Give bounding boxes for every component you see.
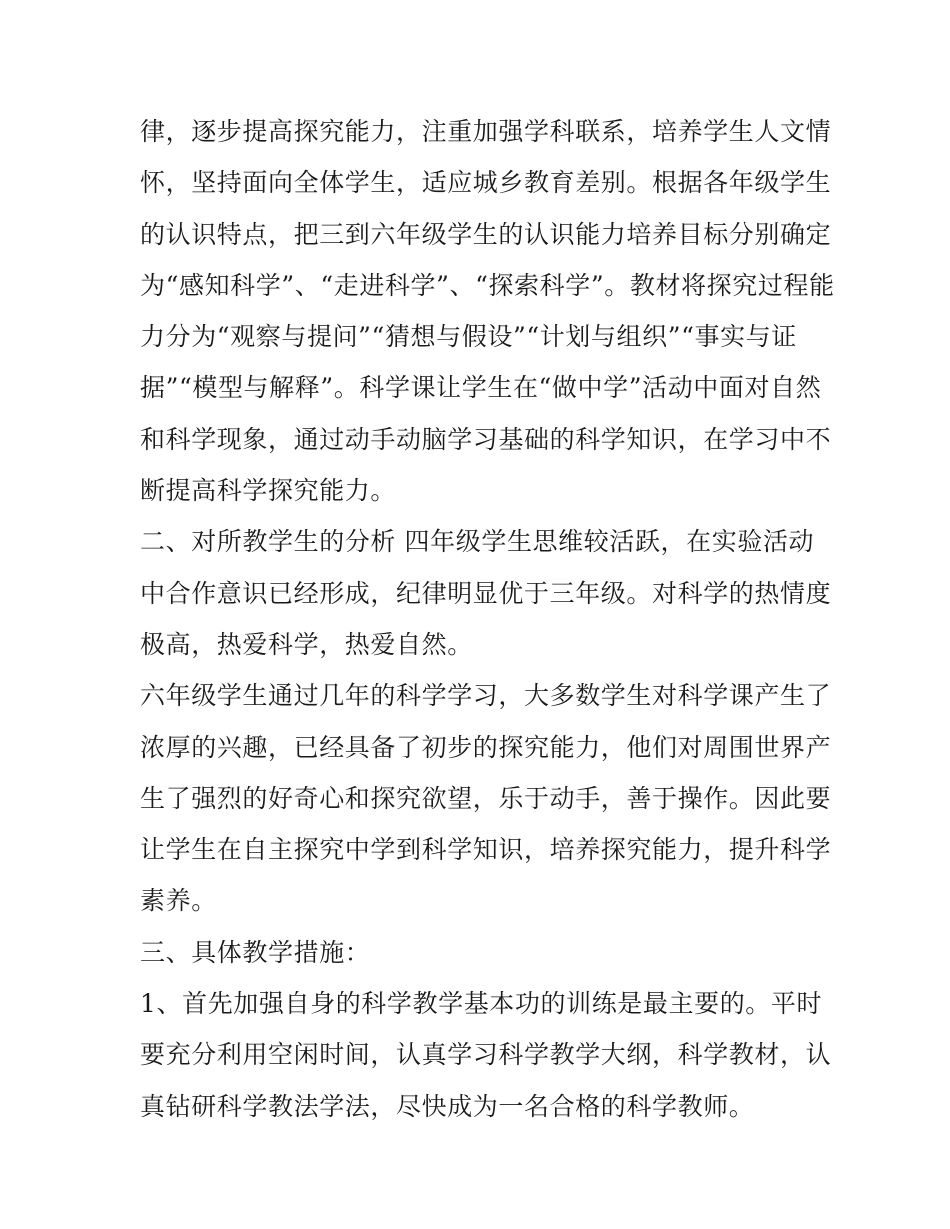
text-line: 素养。 xyxy=(140,886,217,916)
text-line: 的认识特点，把三到六年级学生的认识能力培养目标分别确定 xyxy=(140,219,832,249)
text-line: 真钻研科学教法学法，尽快成为一名合格的科学教师。 xyxy=(140,1091,755,1121)
text-line: 浓厚的兴趣，已经具备了初步的探究能力，他们对周围世界产 xyxy=(140,732,832,762)
text-line: 律，逐步提高探究能力，注重加强学科联系，培养学生人文情 xyxy=(140,117,832,146)
text-line: 中合作意识已经形成，纪律明显优于三年级。对科学的热情度 xyxy=(140,578,832,608)
section-heading: 二、对所教学生的分析 四年级学生思维较活跃，在实验活动 xyxy=(140,527,815,557)
text-line: 极高，热爱科学，热爱自然。 xyxy=(140,629,473,659)
text-line: 断提高科学探究能力。 xyxy=(140,476,397,506)
text-line: 怀，坚持面向全体学生，适应城乡教育差别。根据各年级学生 xyxy=(140,168,832,198)
text-line: 和科学现象，通过动手动脑学习基础的科学知识，在学习中不 xyxy=(140,424,832,454)
text-line: 1、首先加强自身的科学教学基本功的训练是最主要的。平时 xyxy=(140,989,823,1019)
text-line: 让学生在自主探究中学到科学知识，培养探究能力，提升科学 xyxy=(140,835,832,865)
section-heading: 三、具体教学措施： xyxy=(140,937,371,967)
text-line: 要充分利用空闲时间，认真学习科学教学大纲，科学教材，认 xyxy=(140,1040,832,1070)
text-line: 为“感知科学”、“走进科学”、“探索科学”。教材将探究过程能 xyxy=(140,270,835,300)
document-body xyxy=(140,106,835,1132)
text-line: 力分为“观察与提问”“猜想与假设”“计划与组织”“事实与证 xyxy=(140,322,797,352)
text-line: 六年级学生通过几年的科学学习，大多数学生对科学课产生了 xyxy=(140,681,832,711)
text-line: 据”“模型与解释”。科学课让学生在“做中学”活动中面对自然 xyxy=(140,373,822,403)
text-line: 生了强烈的好奇心和探究欲望，乐于动手，善于操作。因此要 xyxy=(140,783,832,813)
